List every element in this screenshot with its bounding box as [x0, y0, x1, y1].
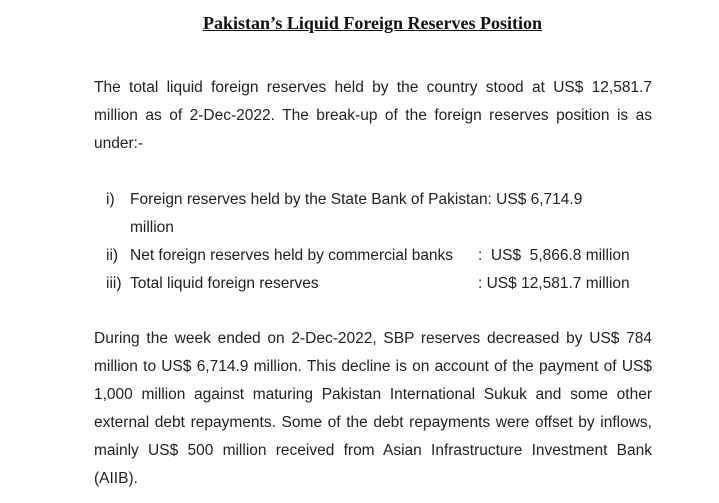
list-item-value: : US$ 5,866.8 million: [478, 247, 630, 264]
list-item-number: iii): [106, 275, 122, 292]
list-item-number: i): [106, 191, 115, 208]
list-item-text: Foreign reserves held by the State Bank of Pakistan: US$ 6,714.9 million: [130, 191, 583, 236]
list-item-value: : US$ 12,581.7 million: [478, 275, 630, 292]
list-item-row: [130, 242, 674, 270]
list-item: [94, 186, 674, 242]
list-item-number: ii): [106, 247, 119, 264]
list-item: [94, 242, 674, 270]
list-item-label: Net foreign reserves held by commercial banks: [130, 247, 454, 264]
reserves-breakup-list: [94, 186, 674, 298]
document-title: Pakistan’s Liquid Foreign Reserves Position: [202, 13, 543, 33]
closing-paragraph: During the week ended on 2-Dec-2022, SBP reserves decreased by US$ 784 million to US$ 6,714.9 million. This decline is on account of the payment of US$ 1,000 million against maturing Pakistan International Sukuk and some other external debt repayments. Some of the debt repayments were offset by inflows, mainly US$ 500 million received from Asian Infrastructure Investment Bank (AIIB).: [94, 330, 652, 487]
list-item: [94, 270, 674, 298]
list-item-label: Total liquid foreign reserves: [130, 275, 319, 292]
list-item-row: [130, 270, 674, 298]
intro-paragraph: The total liquid foreign reserves held by the country stood at US$ 12,581.7 million as of 2-Dec-2022. The break-up of the foreign reserves position is as under:-: [94, 79, 652, 152]
